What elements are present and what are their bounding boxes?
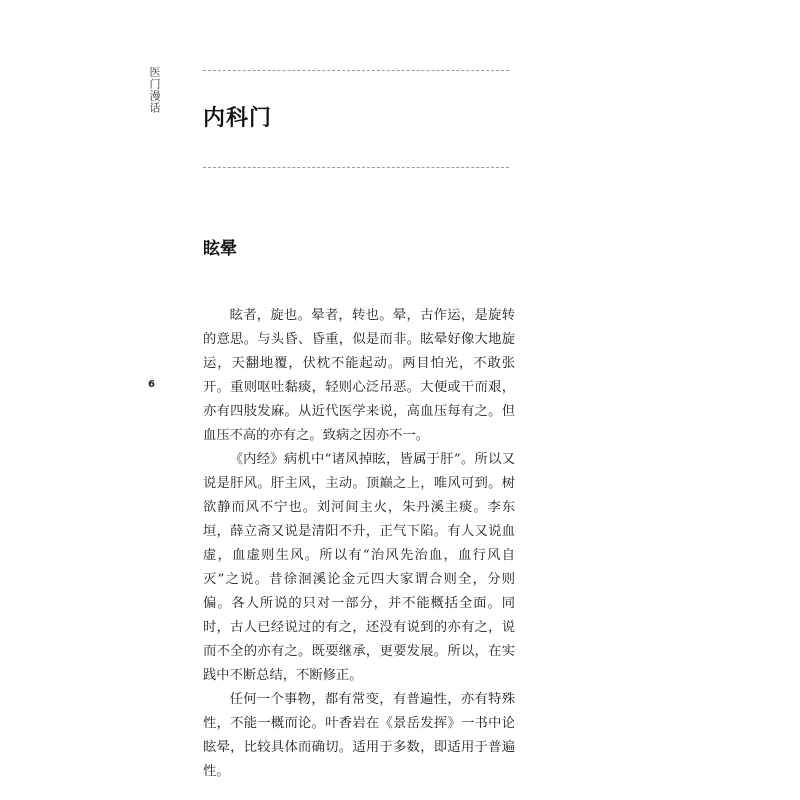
page-number: 6 (148, 379, 155, 390)
paragraph: 任何一个事物，都有常变，有普遍性，亦有特殊性，不能一概而论。叶香岩在《景岳发挥》一书中论眩晕，比较具体而确切。适用于多数，即适用于普遍性。 (203, 692, 515, 779)
running-head: 医门漫话 (148, 66, 161, 114)
paragraph: 《内经》病机中“诸风掉眩，皆属于肝”。所以又说是肝风。肝主风，主动。顶巅之上，唯风可到。树欲静而风不宁也。刘河间主火，朱丹溪主痰。李东垣，薛立斋又说是清阳不升，正气下陷。有人又说血虚，血虚则生风。所以有“治风先治血，血行风自灭”之说。昔徐洄溪论金元四大家谓合则全，分则偏。各人所说的只对一部分，并不能概括全面。同时，古人已经说过的有之，还没有说到的亦有之，说而不全的亦有之。既要继承，更要发展。所以，在实践中不断总结，不断修正。 (203, 452, 515, 683)
chapter-title: 内科门 (203, 106, 273, 131)
bottom-divider (203, 167, 509, 168)
body-text (203, 304, 515, 784)
section-title: 眩晕 (203, 239, 237, 259)
top-divider (203, 70, 509, 71)
paragraph: 眩者，旋也。晕者，转也。晕，古作运，是旋转的意思。与头昏、昏重，似是而非。眩晕好像大地旋运，天翻地覆，伏枕不能起动。两目怕光，不敢张开。重则呕吐黏痰，轻则心泛吊恶。大便或干而艰，亦有四肢发麻。从近代医学来说，高血压每有之。但血压不高的亦有之。致病之因亦不一。 (203, 308, 515, 443)
